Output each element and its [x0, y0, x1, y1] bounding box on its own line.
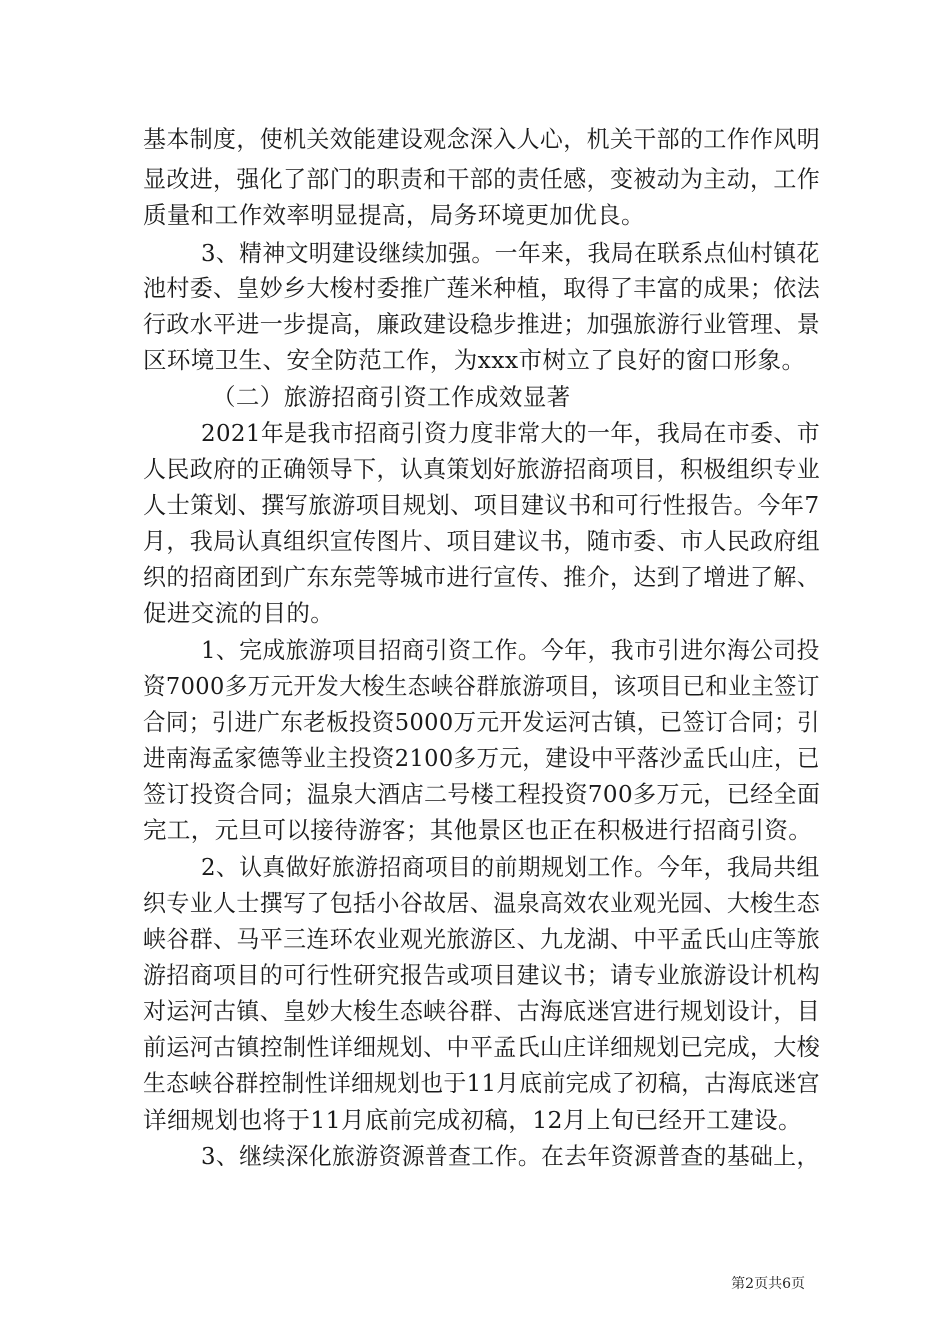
text-line: 显改进，强化了部门的职责和干部的责任感，变被动为主动，工作	[143, 165, 821, 193]
text-line: 1、完成旅游项目招商引资工作。今年，我市引进尔海公司投	[201, 636, 820, 664]
text-line: 织专业人士撰写了包括小谷故居、温泉高效农业观光园、大梭生态	[143, 889, 821, 917]
text-line: 基本制度，使机关效能建设观念深入人心，机关干部的工作作风明	[143, 125, 821, 153]
text-line: 3、继续深化旅游资源普查工作。在去年资源普查的基础上，	[201, 1142, 820, 1170]
text-line: 池村委、皇妙乡大梭村委推广莲米种植，取得了丰富的成果；依法	[143, 274, 821, 302]
text-line: 完工，元旦可以接待游客；其他景区也正在积极进行招商引资。	[143, 816, 813, 844]
text-line: 对运河古镇、皇妙大梭生态峡谷群、古海底迷宫进行规划设计，目	[143, 997, 821, 1025]
text-line: 游招商项目的可行性研究报告或项目建议书；请专业旅游设计机构	[143, 961, 821, 989]
text-line: 质量和工作效率明显提高，局务环境更加优良。	[143, 201, 645, 229]
text-line: 3、精神文明建设继续加强。一年来，我局在联系点仙村镇花	[201, 239, 820, 267]
text-line: 促进交流的目的。	[143, 599, 335, 627]
text-line: 进南海孟家德等业主投资2100多万元，建设中平落沙孟氏山庄，已	[143, 744, 820, 772]
text-line: 2021年是我市招商引资力度非常大的一年，我局在市委、市	[201, 419, 821, 447]
section-heading: （二）旅游招商引资工作成效显著	[212, 383, 571, 411]
text-line: 合同；引进广东老板投资5000万元开发运河古镇，已签订合同；引	[143, 708, 820, 736]
text-line: 前运河古镇控制性详细规划、中平孟氏山庄详细规划已完成，大梭	[143, 1033, 821, 1061]
text-line: 资7000多万元开发大梭生态峡谷群旅游项目，该项目已和业主签订	[143, 672, 820, 700]
text-line: 2、认真做好旅游招商项目的前期规划工作。今年，我局共组	[201, 853, 820, 881]
text-line: 区环境卫生、安全防范工作，为xxx市树立了良好的窗口形象。	[143, 346, 806, 374]
text-line: 织的招商团到广东东莞等城市进行宣传、推介，达到了增进了解、	[143, 563, 821, 591]
text-line: 详细规划也将于11月底前完成初稿，12月上旬已经开工建设。	[143, 1106, 802, 1134]
text-line: 峡谷群、马平三连环农业观光旅游区、九龙湖、中平孟氏山庄等旅	[143, 925, 821, 953]
text-line: 行政水平进一步提高，廉政建设稳步推进；加强旅游行业管理、景	[143, 310, 821, 338]
text-line: 人民政府的正确领导下，认真策划好旅游招商项目，积极组织专业	[143, 455, 821, 483]
text-line: 签订投资合同；温泉大酒店二号楼工程投资700多万元，已经全面	[143, 780, 821, 808]
text-line: 人士策划、撰写旅游项目规划、项目建议书和可行性报告。今年7	[143, 491, 820, 519]
page-number: 第2页共6页	[731, 1276, 805, 1292]
text-line: 生态峡谷群控制性详细规划也于11月底前完成了初稿，古海底迷宫	[143, 1069, 820, 1097]
text-line: 月，我局认真组织宣传图片、项目建议书，随市委、市人民政府组	[143, 527, 821, 555]
